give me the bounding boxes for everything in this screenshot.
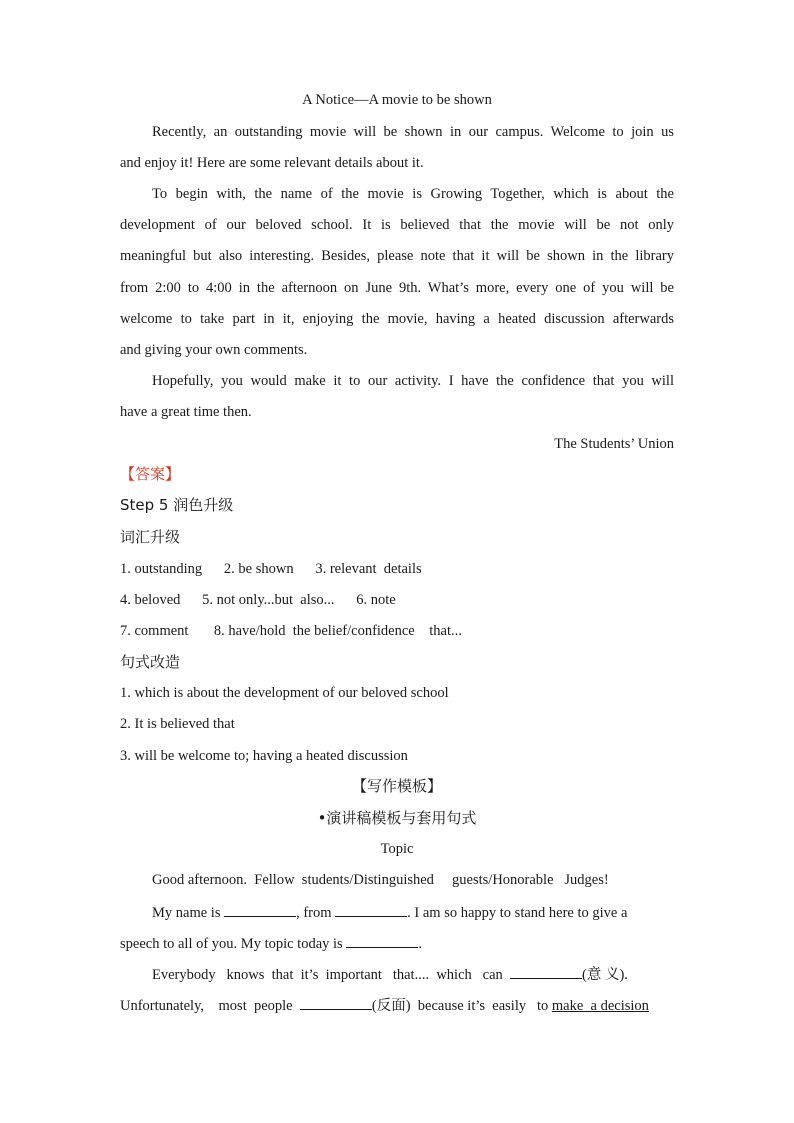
notice-paragraph-1-line-2: and enjoy it! Here are some relevant details about it. — [120, 155, 424, 171]
template-heading: 【写作模板】 — [351, 777, 442, 795]
from-blank — [335, 902, 407, 917]
vocab-heading: 词汇升级 — [120, 528, 181, 546]
notice-paragraph-2-line-6: and giving your own comments. — [120, 342, 308, 358]
template-subheading: •演讲稿模板与套用句式 — [317, 809, 477, 827]
template-speech-line — [120, 933, 674, 954]
template-everybody-line — [120, 964, 674, 985]
sentence-line-1: 1. which is about the development of our beloved school — [120, 685, 449, 701]
speech-prefix: speech to all of you. My topic today is — [120, 936, 343, 952]
template-topic: Topic — [380, 841, 414, 857]
from-text: , from — [296, 905, 332, 921]
notice-signature: The Students’ Union — [554, 436, 674, 452]
notice-paragraph-2-line-1: To begin with, the name of the movie is Growing Together, which is about the — [152, 186, 674, 202]
notice-paragraph-1-line-1: Recently, an outstanding movie will be shown in our campus. Welcome to join us — [152, 124, 674, 140]
notice-paragraph-2-line-4: from 2:00 to 4:00 in the afternoon on June 9th. What’s more, every one of you will be — [120, 280, 674, 296]
opposite-blank — [300, 995, 372, 1010]
sentence-heading: 句式改造 — [120, 653, 181, 671]
sentence-line-2: 2. It is believed that — [120, 716, 235, 732]
vocab-line-2: 4. beloved 5. not only...but also... 6. note — [120, 592, 396, 608]
answer-label: 【答案】 — [120, 465, 181, 483]
meaning-blank — [510, 964, 582, 979]
vocab-line-1: 1. outstanding 2. be shown 3. relevant details — [120, 561, 422, 577]
decision-underlined: make a decision — [551, 998, 649, 1014]
everybody-text: Everybody knows that it’s important that.... which can — [152, 967, 503, 983]
speech-suffix: . — [418, 936, 422, 952]
opposite-hint: (反面) because it’s easily to — [371, 998, 549, 1014]
template-unfortunately-line — [120, 995, 674, 1016]
step-heading: Step 5 润色升级 — [120, 496, 234, 514]
template-greeting: Good afternoon. Fellow students/Distinguished guests/Honorable Judges! — [152, 872, 609, 888]
notice-paragraph-2-line-3: meaningful but also interesting. Besides, please note that it will be shown in the library — [120, 248, 674, 264]
notice-paragraph-3-line-2: have a great time then. — [120, 404, 252, 420]
name-prefix: My name is — [152, 905, 221, 921]
topic-blank — [346, 933, 418, 948]
notice-paragraph-2-line-5: welcome to take part in it, enjoying the movie, having a heated discussion afterwards — [120, 311, 674, 327]
unfortunately-text: Unfortunately, most people — [120, 998, 293, 1014]
template-name-line — [120, 902, 674, 923]
notice-paragraph-3-line-1: Hopefully, you would make it to our activity. I have the confidence that you will — [152, 373, 674, 389]
notice-title: A Notice—A movie to be shown — [302, 92, 492, 108]
name-suffix: . I am so happy to stand here to give a — [407, 905, 628, 921]
vocab-line-3: 7. comment 8. have/hold the belief/confidence that... — [120, 623, 462, 639]
name-blank — [224, 902, 296, 917]
sentence-line-3: 3. will be welcome to; having a heated discussion — [120, 748, 408, 764]
notice-paragraph-2-line-2: development of our beloved school. It is believed that the movie will be not only — [120, 217, 674, 233]
meaning-hint: (意 义). — [582, 967, 628, 983]
